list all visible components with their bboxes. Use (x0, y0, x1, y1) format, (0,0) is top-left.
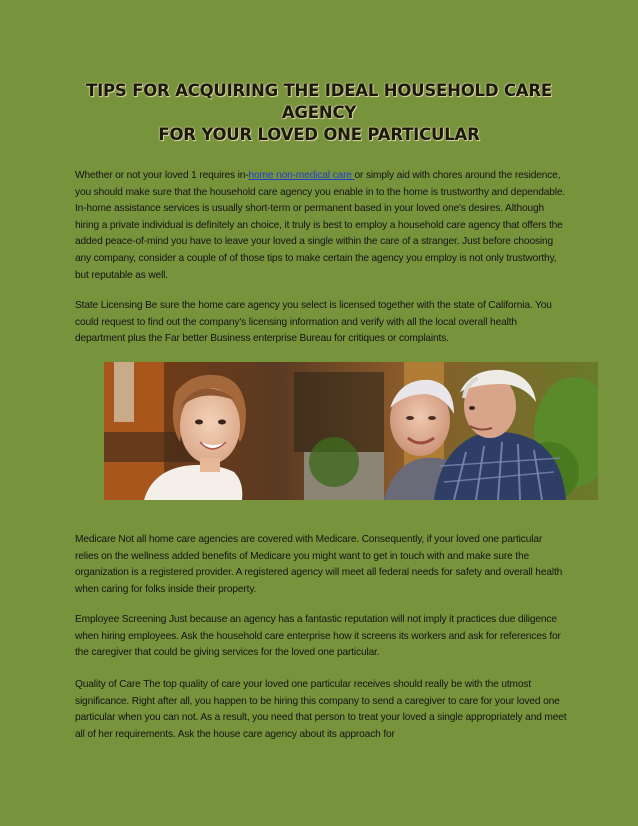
title-line-1: TIPS FOR ACQUIRING THE IDEAL HOUSEHOLD CARE AGENCY (86, 81, 552, 122)
paragraph-intro-text-start: Whether or not your loved 1 requires in- (75, 170, 249, 181)
document-title (60, 80, 578, 146)
paragraph-medicare: Medicare Not all home care agencies are covered with Medicare. Consequently, if your loved one particular relies on the wellness added benefits of Medicare you might want to get in touch with and make sure the organization is a registered provider. A registered agency will meet all federal needs for safety and overall health when caring for folks inside their property. (75, 534, 563, 595)
paragraph-quality-of-care: Quality of Care The top quality of care your loved one particular receives should really be with the utmost significance. Right after all, you happen to be hiring this company to send a caregiver to care for your loved one particular when you can not. As a result, you need that person to treat your loved a single appropriately and meet all of her requirements. Ask the house care agency about its approach for (75, 679, 567, 740)
paragraph-intro (75, 168, 567, 284)
home-non-medical-care-link[interactable]: home non-medical care (248, 170, 355, 181)
paragraph-intro-text-end: or simply aid with chores around the residence, you should make sure that the household care agency you enable in to the home is trustworthy and dependable. In-home assistance services is usually short-term or permanent based in your loved one's desires. Although hiring a private individual is definitely an choice, it truly is best to employ a household care agency that offers the added peace-of-mind you have to leave your loved a single within the care of a stranger. Just before choosing any company, consider a couple of of those tips to make certain the agency you employ is not only trustworthy, but reputable as well. (75, 170, 566, 281)
title-line-2: FOR YOUR LOVED ONE PARTICULAR (158, 125, 480, 144)
caregiver-with-elderly-couple-photo (104, 362, 598, 500)
paragraph-employee-screening: Employee Screening Just because an agency has a fantastic reputation will not imply it practices due diligence when hiring employees. Ask the household care enterprise how it screens its workers and ask for references for the caregiver that could be giving services for the loved one particular. (75, 614, 561, 659)
paragraph-state-licensing: State Licensing Be sure the home care agency you select is licensed together with the state of California. You could request to find out the company's licensing information and verify with all the local overall health department plus the Far better Business enterprise Bureau for critiques or complaints. (75, 300, 552, 345)
